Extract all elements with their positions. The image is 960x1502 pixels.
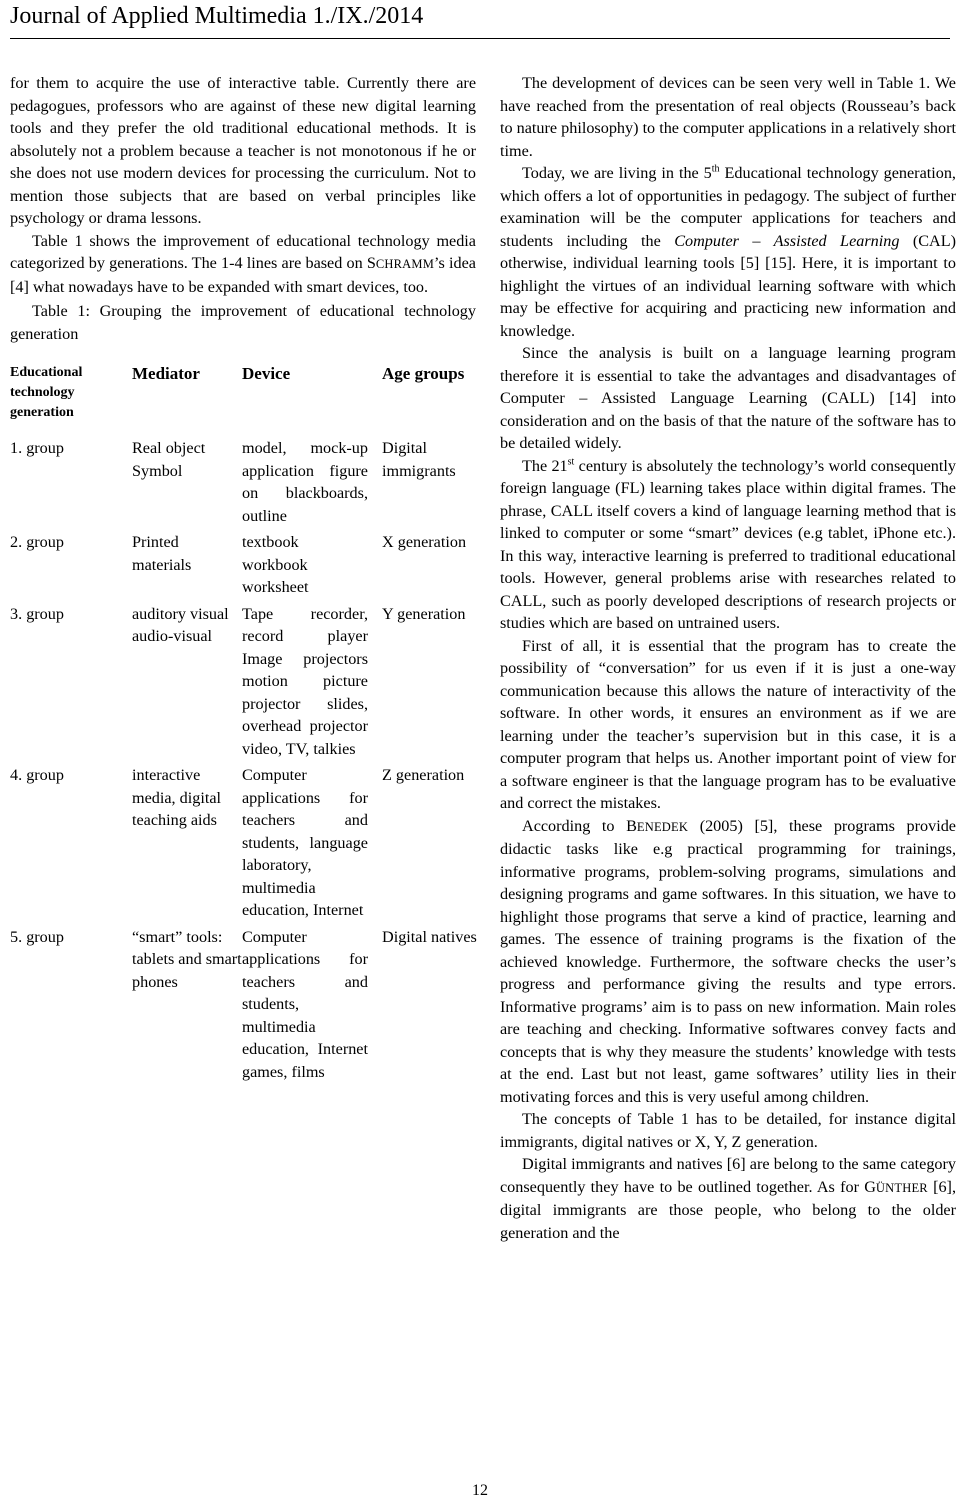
cell-device: Tape recorder, record player Image projectors motion picture projector slides, overhead projector video, TV, talkies [242,604,368,758]
text-run: Table 1 shows the improvement of educational technology media categorized by generations. The 1-4 lines are based on S [10,231,476,272]
generation-table [10,363,492,1087]
text-run: (2005) [5], these programs provide didactic tasks like e.g practical programming for trainings, informative programs, problem-solving programs, simulations and designing programs and game softwares. In this situation, we have to highlight those programs that serve a kind of practice, learning and games. The essence of training programs is the fixation of the achieved knowledge. Furthermore, the software checks the user’s progress and performance giving the results and type errors. Informative programs’ aim is to pass on new information. Main roles are teaching and checking. Informative softwares convey facts and concepts that is why they measure the students’ knowledge with tests at the end. Last but not least, game softwares’ utility lies in their motivating forces and this is very useful among children. [500,816,956,1106]
small-caps-name: ENEDEK [636,819,689,834]
cell-group: 2. group [10,533,64,551]
left-paragraph-2 [10,230,476,299]
cell-age-group: Digital immigrants [382,439,456,480]
text-run: century is absolutely the technology’s world consequently foreign language (FL) learning takes place within digital frames. The phrase, CALL itself covers a kind of language learning method that is linked to computer or some “smart” devices (e.g tablet, iPhone etc.). In this way, interactive learning is preferred to traditional educational tools. However, general problems arise with researches related to CALL, such as poorly developed descriptions of research projects or studies which are based on untrained users. [500,456,956,632]
header-mediator: Mediator [132,364,200,383]
table-row [10,603,492,765]
right-paragraph-1: The development of devices can be seen very well in Table 1. We have reached from the presentation of real objects (Rousseau’s back to nature philosophy) to the computer applications in a relatively short time. [500,74,956,160]
cell-device: Computer applications for teachers and students, multimedia education, Internet games, films [242,927,368,1081]
right-column [500,72,956,1244]
table-row [10,764,492,926]
cell-age-group: Y generation [382,604,466,623]
cell-mediator: interactive media, digital teaching aids [132,766,222,829]
right-paragraph-5: First of all, it is essential that the program has to create the possibility of “conversation” for us even if it is just a one-way communication because this allows the nature of interactivity of the software. In other words, it ensures an environment as if we are learning under the teacher’s supervision but in this case, it is a computer program that helps us. Another important point of view for a software engineer is that the language program has to be evaluative and correct the mistakes. [500,636,956,812]
cell-group: 5. group [10,927,64,946]
italic-term: Computer – Assisted Learning [674,231,900,250]
cell-age-group: Z generation [382,766,465,784]
cell-device: textbook workbook worksheet [242,533,309,596]
cell-group: 1. group [10,439,64,457]
page-number: 12 [472,1482,488,1499]
cell-group: 3. group [10,604,64,623]
right-paragraph-2 [500,162,956,342]
journal-header: Journal of Applied Multimedia 1./IX./2014 [10,0,950,39]
cell-age-group: X generation [382,533,467,551]
cell-mediator: Real object Symbol [132,439,206,480]
cell-mediator: auditory visual audio-visual [132,604,229,645]
cell-device: model, mock-up application figure on blackboards, outline [242,439,368,525]
text-run: [6], digital immigrants are those people, who belong to the older generation and the [500,1177,956,1242]
text-run: ’s idea [4] what nowadays have to be expanded with smart devices, too. [10,254,476,296]
header-age-groups: Age groups [382,364,465,383]
right-paragraph-7: The concepts of Table 1 has to be detailed, for instance digital immigrants, digital natives or X, Y, Z generation. [500,1110,956,1151]
right-paragraph-3: Since the analysis is built on a language learning program therefore it is essential to take the advantages and disadvantages of Computer – Assisted Language Learning (CALL) [14] into consideration and on the basis of that the nature of the software has to be detailed widely. [500,344,956,452]
cell-mediator: “smart” tools: tablets and smart phones [132,927,242,991]
text-run: (CAL) otherwise, individual learning tools [5] [15]. Here, it is important to highlight the virtues of an individual learning software with which may be effective for acquiring and practicing new information and knowledge. [500,231,956,340]
table-header-row [10,363,492,437]
text-run: According to B [522,816,637,835]
text-run: Today, we are living in the 5 [522,164,712,182]
small-caps-name: CHRAMM [375,257,435,271]
small-caps-name: ÜNTHER [875,1180,928,1195]
superscript: st [567,456,575,468]
cell-group: 4. group [10,766,64,784]
left-paragraph-1: for them to acquire the use of interactive table. Currently there are pedagogues, professors who are against of these new digital learning tools and they prefer the old traditional educational methods. It is absolutely not a problem because a teacher is not monotonous if he or she does not use modern devices for processing the curriculum. Not to mention those subjects that are based on verbal principles like psychology or drama lessons. [10,74,476,227]
header-device: Device [242,364,291,383]
right-paragraph-6 [500,815,956,1109]
left-column [10,72,476,1087]
right-paragraph-8 [500,1153,956,1244]
table-row [10,437,492,531]
cell-device: Computer applications for teachers and students, language laboratory, multimedia education, Internet [242,766,368,919]
right-paragraph-4 [500,455,956,635]
table-row [10,926,492,1088]
text-run: The 21 [522,456,568,475]
table-row [10,531,492,603]
header-generation: Educational technology generation [10,365,83,420]
text-run: Digital immigrants and natives [6] are belong to the same category consequently they have to be outlined together. As for G [500,1155,956,1196]
cell-age-group: Digital natives [382,927,477,946]
table-caption: Table 1: Grouping the improvement of educational technology generation [10,302,476,343]
cell-mediator: Printed materials [132,533,192,574]
superscript: th [711,163,720,175]
text-run: Educational technology generation, which offers a lot of opportunities in pedagogy. The subject of further examination will be the computer applications for teachers and students including the [500,164,956,250]
